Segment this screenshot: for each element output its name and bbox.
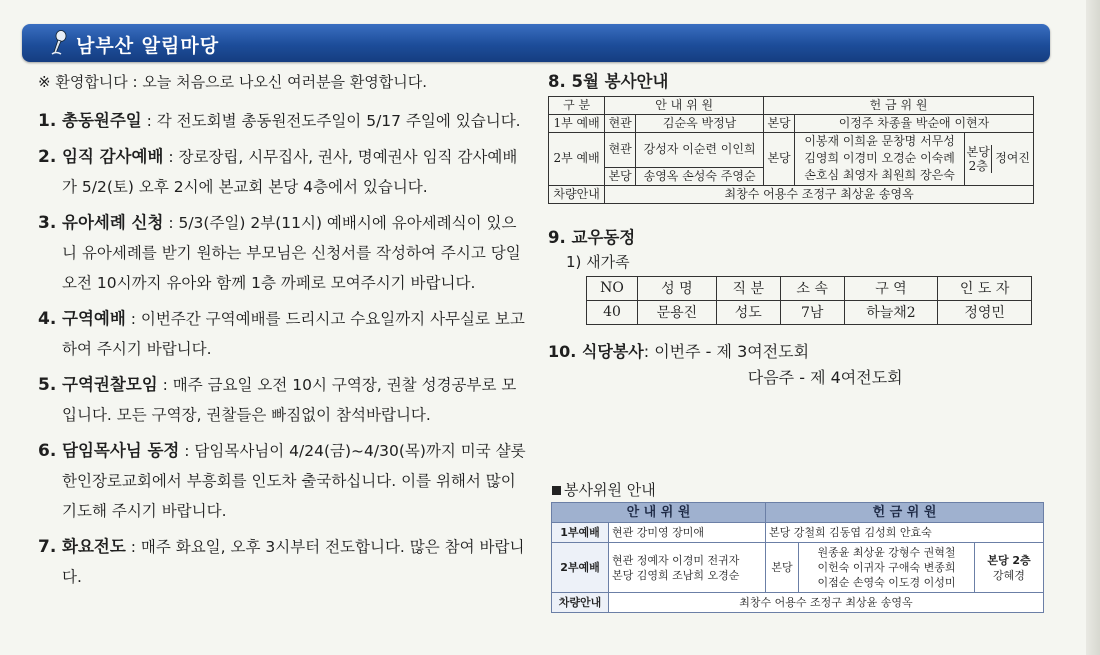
floor-label: 본당 2층	[987, 553, 1031, 567]
table-cell	[965, 133, 1034, 186]
offering-line: 이점순 손영숙 이도경 이성미	[817, 576, 956, 589]
table-cell: 김영희 이경미 오경순 이숙례	[794, 150, 964, 167]
item-text: : 매주 금요일 오전 10시 구역장, 권찰 성경공부로 모입니다. 모든 구역장, 권찰들은 빠짐없이 참석바랍니다.	[62, 376, 517, 424]
offering-line: 원종윤 최상윤 강형수 권혁철	[817, 546, 956, 559]
announcement-item	[38, 436, 528, 526]
table-cell	[799, 543, 975, 593]
item-text: : 5/3(주일) 2부(11시) 예배시에 유아세례식이 있으니 유아세례를 받기 원하는 부모님은 신청서를 작성하여 주시고 당일 오전 10시까지 유아와 함께 1층 까페로 모여주시기 바랍니다.	[62, 214, 521, 292]
table-cell: 본당	[766, 543, 799, 593]
table-cell: 이봉재 이희윤 문창명 서무성	[794, 133, 964, 151]
item-title: 화요전도	[62, 537, 126, 556]
table-cell: 최창수 어용수 조정구 최상윤 송영옥	[605, 185, 1034, 203]
table-cell: 구 분	[549, 97, 605, 115]
usher-line: 본당 김영희 조남희 오경순	[612, 568, 740, 582]
square-bullet-icon	[552, 486, 561, 495]
item-title: 담임목사님 동정	[62, 441, 180, 460]
welcome-text: ※ 환영합니다 : 오늘 처음으로 나오신 여러분을 환영합니다.	[38, 73, 428, 91]
item-title: 구역예배	[62, 309, 126, 328]
table-header: 소 속	[780, 276, 844, 300]
table-cell: 강성자 이순련 이인희	[636, 133, 764, 168]
info-section-title	[552, 480, 656, 500]
floor-name: 정여진	[995, 151, 1030, 166]
table-cell	[975, 543, 1044, 593]
item-number: 3.	[38, 213, 57, 233]
table-row	[587, 300, 1032, 324]
table-cell: 현관 강미영 장미애	[609, 523, 766, 543]
table-cell: 2부 예배	[549, 133, 605, 186]
right-column	[548, 70, 1038, 391]
meal-service	[548, 339, 1038, 391]
floor-label: 본당 2층	[965, 145, 992, 173]
table-cell: 차량안내	[552, 593, 609, 613]
table-header: 인 도 자	[938, 276, 1032, 300]
service-section-title: 8. 5월 봉사안내	[548, 72, 669, 91]
item-text: : 매주 화요일, 오후 3시부터 전도합니다. 많은 참여 바랍니다.	[62, 538, 525, 586]
announcement-item	[38, 532, 528, 592]
table-cell: 40	[587, 300, 638, 324]
info-title-text: 봉사위원 안내	[564, 481, 656, 499]
header-banner	[22, 24, 1050, 62]
announcement-item	[38, 370, 528, 430]
meal-this-week: : 이번주 - 제 3여전도회	[643, 341, 810, 361]
transfer-section-title: 9. 교우동정	[548, 227, 636, 247]
item-title: 총동원주일	[62, 111, 142, 130]
new-family-table	[586, 276, 1032, 325]
table-cell: 성도	[716, 300, 780, 324]
item-number: 1.	[38, 111, 57, 131]
item-title: 유아세례 신청	[62, 213, 164, 232]
new-family-subtitle: 1) 새가족	[566, 252, 630, 271]
announcement-item	[38, 142, 528, 202]
table-header: 헌 금 위 원	[766, 503, 1044, 523]
table-cell: 1부 예배	[549, 115, 605, 133]
floor-name: 강혜경	[993, 568, 1025, 582]
table-cell: 하늘채2	[844, 300, 938, 324]
announcement-item	[38, 208, 528, 298]
volunteer-table	[551, 502, 1044, 613]
table-cell: 이정주 차종율 박순애 이현자	[794, 115, 1033, 133]
table-cell: 차량안내	[549, 185, 605, 203]
page-edge	[1086, 0, 1100, 655]
item-number: 5.	[38, 375, 57, 395]
item-number: 7.	[38, 537, 57, 557]
item-text: : 장로장립, 시무집사, 권사, 명예권사 임직 감사예배가 5/2(토) 오후 2시에 본교회 본당 4층에서 있습니다.	[62, 148, 518, 196]
table-cell: 문용진	[637, 300, 716, 324]
meal-label: 10. 식당봉사	[548, 341, 644, 361]
table-header: 직 분	[716, 276, 780, 300]
table-cell: 김순옥 박정남	[636, 115, 764, 133]
item-text: : 이번주간 구역예배를 드리시고 수요일까지 사무실로 보고하여 주시기 바랍니다.	[62, 310, 525, 358]
table-header: 성 명	[637, 276, 716, 300]
service-table	[548, 96, 1034, 204]
microphone-icon	[48, 30, 70, 56]
table-cell: 손호심 최영자 최원희 장은숙	[794, 167, 964, 185]
table-cell: 본당	[764, 133, 795, 186]
table-header: NO	[587, 276, 638, 300]
table-header: 구 역	[844, 276, 938, 300]
table-cell: 2부예배	[552, 543, 609, 593]
item-number: 2.	[38, 147, 57, 167]
usher-line: 현관 정예자 이경미 전귀자	[612, 553, 740, 567]
offering-line: 이헌숙 이귀자 구애숙 변종희	[817, 561, 956, 574]
announcement-item	[38, 304, 528, 364]
table-cell: 최창수 어용수 조정구 최상윤 송영옥	[609, 593, 1044, 613]
table-cell: 현관	[605, 133, 636, 168]
announcement-item	[38, 106, 528, 136]
table-cell: 안 내 위 원	[605, 97, 764, 115]
item-text: : 담임목사님이 4/24(금)~4/30(목)까지 미국 샬롯한인장로교회에서 부흥회를 인도차 출국하십니다. 이를 위해서 많이 기도해 주시기 바랍니다.	[62, 442, 526, 520]
item-text: : 각 전도회별 총동원전도주일이 5/17 주일에 있습니다.	[141, 112, 521, 130]
table-cell: 헌 금 위 원	[764, 97, 1034, 115]
table-cell: 정영민	[938, 300, 1032, 324]
table-cell: 본당	[605, 167, 636, 185]
item-title: 임직 감사예배	[62, 147, 164, 166]
table-cell: 본당 강철희 김동엽 김성희 안효숙	[766, 523, 1044, 543]
table-cell: 본당	[764, 115, 795, 133]
table-header: 안 내 위 원	[552, 503, 766, 523]
meal-next-week: 다음주 - 제 4여전도회	[747, 367, 903, 387]
item-title: 구역권찰모임	[62, 375, 158, 394]
table-cell: 현관	[605, 115, 636, 133]
item-number: 6.	[38, 441, 57, 461]
page-title: 남부산 알림마당	[76, 35, 220, 57]
announcement-column	[38, 72, 528, 598]
table-cell	[609, 543, 766, 593]
item-number: 4.	[38, 309, 57, 329]
table-cell: 송영옥 손성숙 주영순	[636, 167, 764, 185]
table-cell: 1부예배	[552, 523, 609, 543]
table-cell: 7남	[780, 300, 844, 324]
